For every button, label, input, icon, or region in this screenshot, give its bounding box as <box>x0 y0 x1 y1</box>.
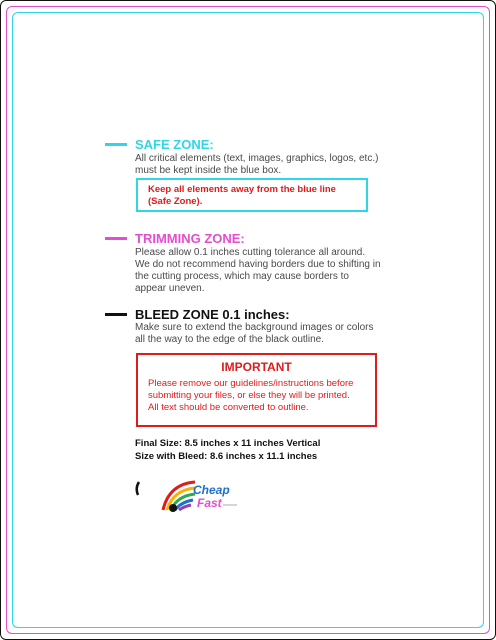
trimming-zone-title: TRIMMING ZONE: <box>135 231 245 246</box>
trimming-zone-legend-line <box>105 237 127 240</box>
trimming-zone-line-4: appear uneven. <box>135 283 205 294</box>
logo-word-fast: Fast <box>197 496 222 510</box>
bleed-zone-title: BLEED ZONE 0.1 inches: <box>135 307 290 322</box>
bleed-zone-line-1: Make sure to extend the background images or colors <box>135 322 374 333</box>
logo-graphic <box>133 474 243 516</box>
important-line-1: Please remove our guidelines/instructions before <box>148 378 354 389</box>
important-box <box>136 353 377 427</box>
safe-zone-title: SAFE ZONE: <box>135 137 214 152</box>
safe-zone-description <box>135 153 405 177</box>
trimming-zone-line-1: Please allow 0.1 inches cutting tolerance all around. <box>135 247 366 258</box>
bleed-zone-legend-line <box>105 313 127 316</box>
safe-zone-line-2: must be kept inside the blue box. <box>135 165 282 176</box>
trimming-zone-description <box>135 247 405 295</box>
final-size-text: Final Size: 8.5 inches x 11 inches Vertical <box>135 438 321 449</box>
logo-word-cheap: Cheap <box>193 483 230 497</box>
important-title: IMPORTANT <box>221 360 292 374</box>
trimming-zone-line-2: We do not recommend having borders due to shifting in <box>135 259 381 270</box>
cheap-fast-logo <box>133 474 243 516</box>
trimming-zone-line-3: the cutting process, which may cause borders to <box>135 271 349 282</box>
important-line-3: All text should be converted to outline. <box>148 402 309 413</box>
safe-zone-legend-line <box>105 143 127 146</box>
size-info <box>135 437 320 463</box>
safe-zone-note-box <box>136 178 368 212</box>
important-line-2: submitting your files, or else they will be printed. <box>148 390 350 401</box>
safe-zone-note-line-1: Keep all elements away from the blue line <box>148 184 336 195</box>
bleed-size-text: Size with Bleed: 8.6 inches x 11.1 inches <box>135 451 318 462</box>
safe-zone-note-line-2: (Safe Zone). <box>148 196 203 207</box>
bleed-zone-line-2: all the way to the edge of the black outline. <box>135 334 325 345</box>
safe-zone-line-1: All critical elements (text, images, graphics, logos, etc.) <box>135 153 379 164</box>
important-text <box>148 378 368 414</box>
bleed-zone-description <box>135 322 405 346</box>
